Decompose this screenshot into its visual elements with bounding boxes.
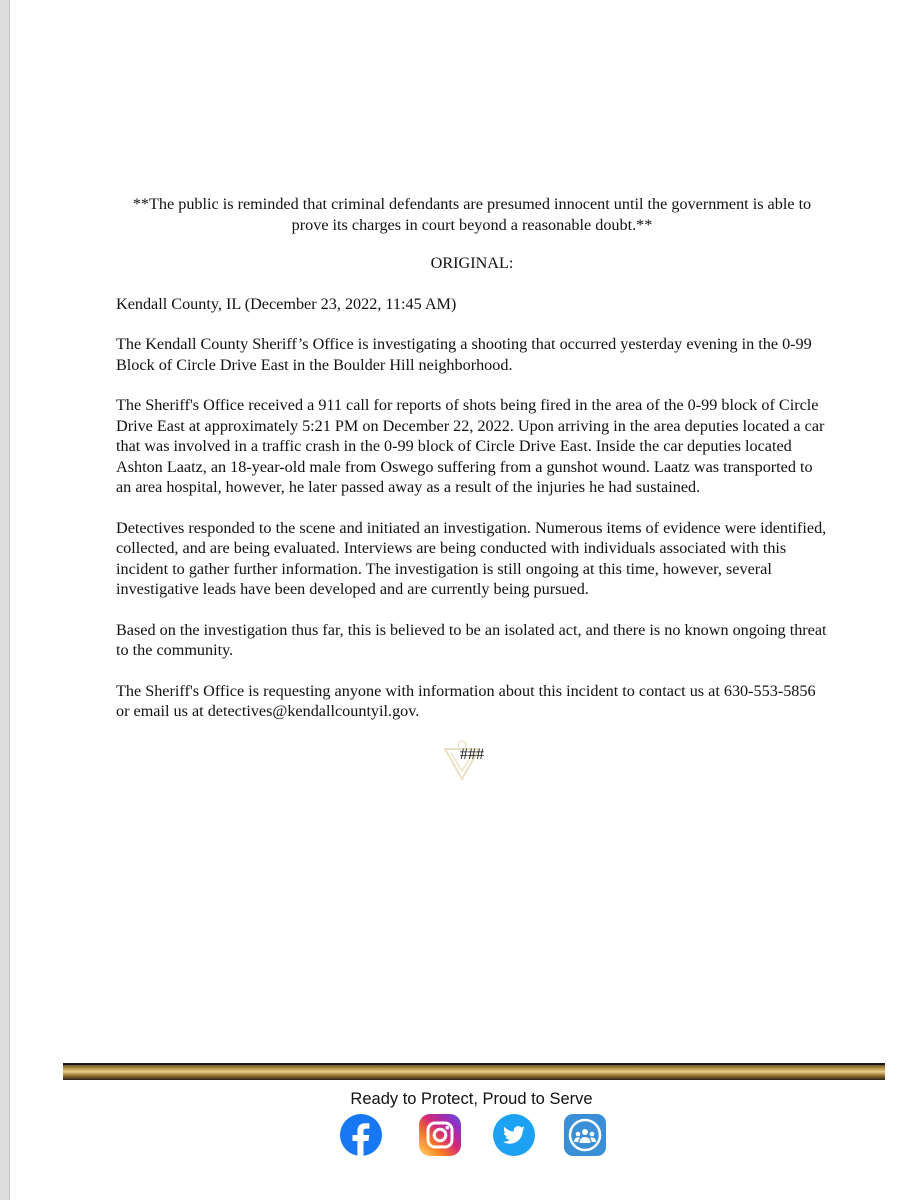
facebook-icon[interactable] [339,1113,383,1157]
press-release-body [116,194,828,764]
footer-tagline: Ready to Protect, Proud to Serve [350,1090,593,1108]
paragraph: The Sheriff's Office is requesting anyone with information about this incident to contact us at 630-553-5856 or email us at detectives@kendallcountyil.gov. [116,681,816,720]
presumption-notice: **The public is reminded that criminal defendants are presumed innocent until the government is able to prove its charges in court beyond a reasonable doubt.** [132,195,812,234]
paragraph: Based on the investigation thus far, this is believed to be an isolated act, and there is no known ongoing threat to the community. [116,620,827,659]
paragraph: The Kendall County Sheriff’s Office is investigating a shooting that occurred yesterday evening in the 0-99 Block of Circle Drive East in the Boulder Hill neighborhood. [116,335,812,374]
paragraph: Detectives responded to the scene and initiated an investigation. Numerous items of evidence were identified, collected, and are being evaluated. Interviews are being conducted with individuals associated with this incident to gather further information. The investigation is still ongoing at this time, however, several investigative leads have been developed and are currently being pursued. [116,518,827,598]
footer-divider [63,1065,885,1080]
paragraph: The Sheriff's Office received a 911 call for reports of shots being fired in the area of the 0-99 block of Circle Drive East at approximately 5:21 PM on December 22, 2022. Upon arriving in the area deputies located a car that was involved in a traffic crash in the 0-99 block of Circle Drive East. Inside the car deputies located Ashton Laatz, an 18-year-old male from Oswego suffering from a gunshot wound. Laatz was transported to an area hospital, however, he later passed away as a result of the injuries he had sustained. [116,396,825,496]
page-left-edge [0,0,9,1200]
dateline: Kendall County, IL (December 23, 2022, 11:45 AM) [116,294,457,313]
end-mark: ### [459,744,485,763]
community-app-icon[interactable] [563,1113,607,1157]
social-links [0,1113,923,1159]
twitter-icon[interactable] [492,1113,536,1157]
instagram-icon[interactable] [418,1113,462,1157]
page-left-edge-line [9,0,10,1200]
original-label: ORIGINAL: [430,254,514,272]
